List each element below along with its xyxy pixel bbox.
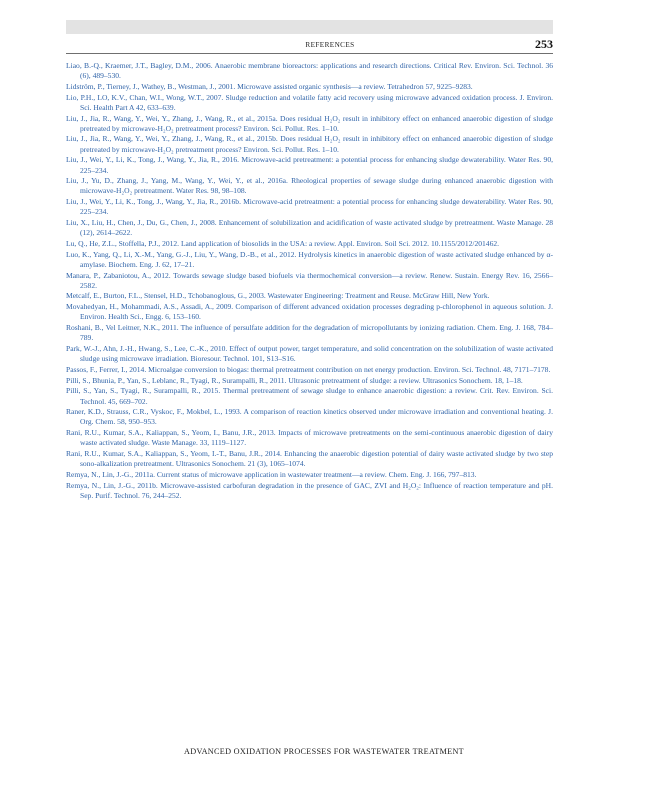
reference-item[interactable]: Remya, N., Lin, J.-G., 2011a. Current status of microwave application in wastewater treatment—a review. Chem. Eng. J. 166, 797–813. [66, 469, 477, 479]
reference-item[interactable]: Luo, K., Yang, Q., Li, X.-M., Yang, G.-J., Liu, Y., Wang, D.-B., et al., 2012. Hydrolysis kinetics in anaerobic digestion of waste activated sludge enhanced by α-amylase. Biochem. Eng. J. 62, 17–21. [66, 249, 553, 269]
reference-item[interactable]: Liu, J., Wei, Y., Li, K., Tong, J., Wang, Y., Jia, R., 2016. Microwave-acid pretreatment: a potential process for enhancing sludge dewaterability. Water Res. 90, 225–234. [66, 155, 553, 175]
reference-item[interactable]: Liu, X., Liu, H., Chen, J., Du, G., Chen, J., 2008. Enhancement of solubilization and acidification of waste activated sludge by pretreatment. Waste Manage. 28 (12), 2614–2622. [66, 218, 553, 238]
reference-item[interactable]: Liu, J., Wei, Y., Li, K., Tong, J., Wang, Y., Jia, R., 2016b. Microwave-acid pretreatment: a potential process for enhancing sludge dewaterability. Water Res. 90, 225–234. [66, 197, 553, 217]
reference-item[interactable]: Liu, J., Yu, D., Zhang, J., Yang, M., Wang, Y., Wei, Y., et al., 2016a. Rheological properties of sewage sludge during enhanced anaerobic digestion with microwave-H₂O₂ pretreatment. Water Res. 98, 98–108. [66, 176, 553, 196]
reference-item[interactable]: Lidström, P., Tierney, J., Wathey, B., Westman, J., 2001. Microwave assisted organic synthesis—a review. Tetrahedron 57, 9225–9283. [66, 81, 473, 91]
reference-item[interactable]: Pilli, S., Yan, S., Tyagi, R., Surampalli, R., 2015. Thermal pretreatment of sewage sludge to enhance anaerobic digestion: a review. Crit. Rev. Environ. Sci. Technol. 45, 669–702. [66, 386, 553, 406]
footer-book-title: ADVANCED OXIDATION PROCESSES FOR WASTEWATER TREATMENT [184, 747, 464, 756]
reference-item[interactable]: Liao, B.-Q., Kraemer, J.T., Bagley, D.M., 2006. Anaerobic membrane bioreactors: applications and research directions. Critical Rev. Environ. Sci. Technol. 36 (6), 489–530. [66, 61, 553, 81]
header-rule [66, 53, 553, 54]
running-title: REFERENCES [305, 41, 355, 49]
reference-item[interactable]: Liu, J., Jia, R., Wang, Y., Wei, Y., Zhang, J., Wang, R., et al., 2015b. Does residual H₂O₂ result in inhibitory effect on enhanced anaerobic digestion of sludge pretreated by microwave-H₂O₂ pretreatment process? Environ. Sci. Pollut. Res. 1–10. [66, 134, 553, 154]
reference-item[interactable]: Raner, K.D., Strauss, C.R., Vyskoc, F., Mokbel, L., 1993. A comparison of reaction kinetics observed under microwave irradiation and conventional heating. J. Org. Chem. 58, 950–953. [66, 407, 553, 427]
reference-item[interactable]: Lio, P.H., LO, K.V., Chan, W.I., Wong, W.T., 2007. Sludge reduction and volatile fatty acid recovery using microwave advanced oxidation process. J. Environ. Sci. Health Part A 42, 633–639. [66, 92, 553, 112]
reference-item[interactable]: Roshani, B., Vel Leitner, N.K., 2011. The influence of persulfate addition for the degradation of micropollutants by ionizing radiation. Chem. Eng. J. 168, 784–789. [66, 323, 553, 343]
reference-item[interactable]: Park, W.-J., Ahn, J.-H., Hwang, S., Lee, C.-K., 2010. Effect of output power, target temperature, and solid concentration on the solubilization of waste activated sludge using microwave irradiation. Bioresour. Technol. 101, S13–S16. [66, 343, 553, 364]
page-number: 253 [535, 37, 553, 51]
reference-item[interactable]: Movahedyan, H., Mohammadi, A.S., Assadi, A., 2009. Comparison of different advanced oxidation processes degrading p-chlorophenol in aqueous solution. J. Environ. Health Sci., Engg. 6, 153–160. [66, 302, 553, 322]
reference-item[interactable]: Liu, J., Jia, R., Wang, Y., Wei, Y., Zhang, J., Wang, R., et al., 2015a. Does residual H₂O₂ result in inhibitory effect on enhanced anaerobic digestion of sludge pretreated by microwave-H₂O₂ pretreatment process? Environ. Sci. Pollut. Res. 1–10. [66, 113, 553, 133]
reference-item[interactable]: Manara, P., Zabaniotou, A., 2012. Towards sewage sludge based biofuels via thermochemical conversion—a review. Renew. Sustain. Energy Rev. 16, 2566–2582. [66, 270, 553, 290]
reference-item[interactable]: Lu, Q., He, Z.L., Stoffella, P.J., 2012. Land application of biosolids in the USA: a review. Appl. Environ. Soil Sci. 2012. 10.1155/2012/201462. [66, 238, 500, 248]
reference-item[interactable]: Metcalf, E., Burton, F.L., Stensel, H.D., Tchobanoglous, G., 2003. Wastewater Engineering: Treatment and Reuse. McGraw Hill, New York. [66, 291, 490, 301]
reference-item[interactable]: Remya, N., Lin, J.-G., 2011b. Microwave-assisted carbofuran degradation in the presence of GAC, ZVI and H₂O₂: Influence of reaction temperature and pH. Sep. Purif. Technol. 76, 244–252. [66, 480, 553, 500]
reference-item[interactable]: Rani, R.U., Kumar, S.A., Kaliappan, S., Yeom, I.-T., Banu, J.R., 2014. Enhancing the anaerobic digestion potential of dairy waste activated sludge by two step sono-alkalization pretreatment. Ultrasonics Sonochem. 21 (3), 1065–1074. [66, 449, 553, 469]
reference-item[interactable]: Passos, F., Ferrer, I., 2014. Microalgae conversion to biogas: thermal pretreatment contribution on net energy production. Environ. Sci. Technol. 48, 7171–7178. [66, 364, 551, 374]
header-bar [66, 20, 553, 34]
reference-item[interactable]: Rani, R.U., Kumar, S.A., Kaliappan, S., Yeom, I., Banu, J.R., 2013. Impacts of microwave pretreatments on the semi-continuous anaerobic digestion of dairy waste activated sludge. Waste Manage. 33, 1119–1127. [66, 428, 553, 448]
reference-list [66, 61, 553, 502]
reference-item[interactable]: Pilli, S., Bhunia, P., Yan, S., Leblanc, R., Tyagi, R., Surampalli, R., 2011. Ultrasonic pretreatment of sludge: a review. Ultrasonics Sonochem. 18, 1–18. [66, 375, 523, 385]
